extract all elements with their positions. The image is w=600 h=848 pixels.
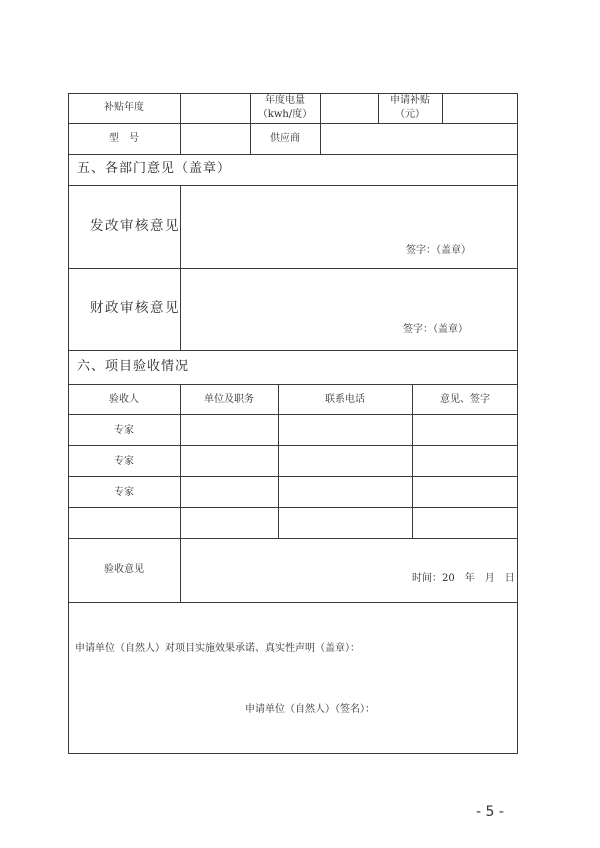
annual-power-unit: （kwh/度） bbox=[257, 109, 313, 120]
col-divider bbox=[180, 185, 181, 351]
header-phone: 联系电话 bbox=[325, 394, 365, 405]
row-divider-1 bbox=[68, 123, 518, 124]
row-divider-11 bbox=[68, 538, 518, 539]
row-divider-8 bbox=[68, 445, 518, 446]
col-divider bbox=[412, 384, 413, 539]
apply-subsidy-label: 申请补贴 bbox=[390, 95, 430, 106]
acceptance-time-label: 时间：20 年 月 日 bbox=[412, 573, 515, 584]
row-divider-9 bbox=[68, 476, 518, 477]
row-divider-7 bbox=[68, 414, 518, 415]
expert-row-label: 专家 bbox=[114, 425, 134, 436]
col-divider bbox=[378, 93, 379, 124]
commitment-statement: 申请单位（自然人）对项目实施效果承诺、真实性声明（盖章）： bbox=[75, 643, 360, 654]
row-divider-12 bbox=[68, 602, 518, 603]
col-divider bbox=[250, 93, 251, 155]
applicant-signature-label: 申请单位（自然人）（签名）： bbox=[245, 704, 375, 715]
finance-opinion-label: 财政审核意见 bbox=[90, 300, 180, 316]
row-divider-5 bbox=[68, 350, 518, 351]
col-divider bbox=[320, 93, 321, 155]
col-divider bbox=[442, 93, 443, 124]
col-divider bbox=[180, 93, 181, 155]
expert-row-label: 专家 bbox=[114, 456, 134, 467]
subsidy-year-label: 补贴年度 bbox=[104, 102, 144, 113]
col-divider bbox=[180, 384, 181, 603]
page-number: - 5 - bbox=[476, 804, 504, 820]
acceptance-opinion-label: 验收意见 bbox=[104, 564, 144, 575]
header-opinion-signature: 意见、签字 bbox=[440, 394, 490, 405]
model-label: 型 号 bbox=[109, 133, 139, 144]
expert-row-label: 专家 bbox=[114, 487, 134, 498]
row-divider-4 bbox=[68, 268, 518, 269]
header-unit-position: 单位及职务 bbox=[204, 394, 254, 405]
table-bottom-border bbox=[68, 753, 518, 754]
supplier-label: 供应商 bbox=[270, 133, 300, 144]
finance-signature-stamp: 签字：（盖章） bbox=[403, 324, 468, 335]
ndrc-signature-stamp: 签字：（盖章） bbox=[406, 245, 471, 256]
table-right-border bbox=[517, 93, 518, 754]
row-divider-6 bbox=[68, 384, 518, 385]
row-divider-2 bbox=[68, 154, 518, 155]
section6-title: 六、项目验收情况 bbox=[77, 359, 190, 374]
header-inspector: 验收人 bbox=[109, 394, 139, 405]
section5-title: 五、各部门意见（盖章） bbox=[77, 161, 232, 176]
ndrc-opinion-label: 发改审核意见 bbox=[90, 218, 180, 234]
apply-subsidy-unit: （元） bbox=[395, 109, 425, 120]
table-left-border bbox=[68, 93, 69, 754]
table-top-border bbox=[68, 93, 518, 94]
row-divider-3 bbox=[68, 185, 518, 186]
row-divider-10 bbox=[68, 507, 518, 508]
annual-power-label: 年度电量 bbox=[265, 95, 305, 106]
col-divider bbox=[278, 384, 279, 539]
